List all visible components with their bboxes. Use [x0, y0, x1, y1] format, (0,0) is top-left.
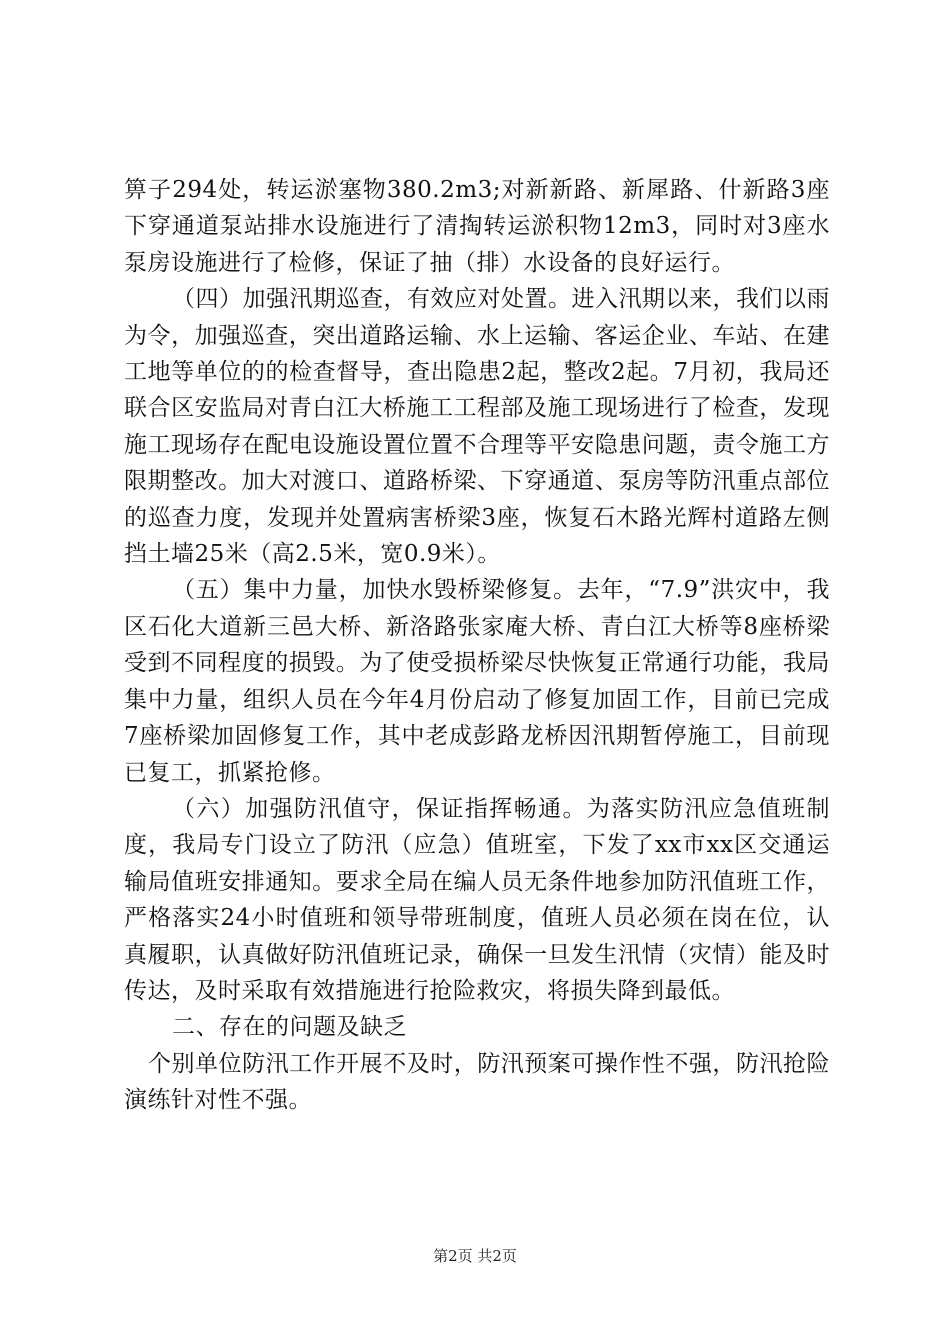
section-heading-problems: 二、存在的问题及缺乏	[172, 1014, 407, 1041]
paragraph-problems: 个别单位防汛工作开展不及时，防汛预案可操作性不强，防汛抢险演练针对性不强。	[124, 1050, 830, 1114]
document-body	[124, 172, 830, 1119]
paragraph-section-4: （四）加强汛期巡查，有效应对处置。进入汛期以来，我们以雨为令，加强巡查，突出道路运输、水上运输、客运企业、车站、在建工地等单位的的检查督导，查出隐患2起，整改2起。7月初，我局还联合区安监局对青白江大桥施工工程部及施工现场进行了检查，发现施工现场存在配电设施设置位置不合理等平安隐患问题，责令施工方限期整改。加大对渡口、道路桥梁、下穿通道、泵房等防汛重点部位的巡查力度，发现并处置病害桥梁3座，恢复石木路光辉村道路左侧挡土墙25米（高2.5米，宽0.9米）。	[124, 286, 830, 568]
page-footer: 第2页 共2页	[433, 1247, 517, 1265]
paragraph-section-6: （六）加强防汛值守，保证指挥畅通。为落实防汛应急值班制度，我局专门设立了防汛（应急）值班室，下发了xx市xx区交通运输局值班安排通知。要求全局在编人员无条件地参加防汛值班工作，严格落实24小时值班和领导带班制度，值班人员必须在岗在位，认真履职，认真做好防汛值班记录，确保一旦发生汛情（灾情）能及时传达，及时采取有效措施进行抢险救灾，将损失降到最低。	[124, 795, 830, 1004]
paragraph-section-5: （五）集中力量，加快水毁桥梁修复。去年，“7.9”洪灾中，我区石化大道新三邑大桥、新洛路张家庵大桥、青白江大桥等8座桥梁受到不同程度的损毁。为了使受损桥梁尽快恢复正常通行功能，我局集中力量，组织人员在今年4月份启动了修复加固工作，目前已完成7座桥梁加固修复工作，其中老成彭路龙桥因汛期暂停施工，目前现已复工，抓紧抢修。	[124, 577, 830, 786]
paragraph-continuation: 箅子294处，转运淤塞物380.2m3;对新新路、新犀路、什新路3座下穿通道泵站排水设施进行了清掏转运淤积物12m3，同时对3座水泵房设施进行了检修，保证了抽（排）水设备的良好运行。	[124, 177, 830, 276]
